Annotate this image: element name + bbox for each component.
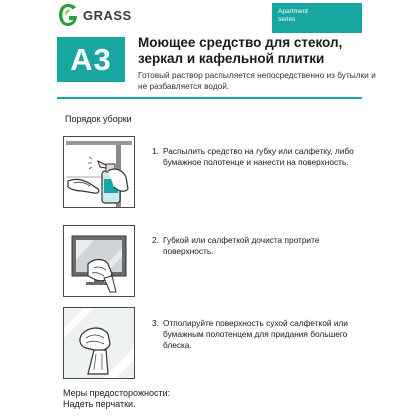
step-3-number: 3. xyxy=(152,318,159,328)
brand-name: GRASS xyxy=(83,7,132,23)
section-heading: Порядок уборки xyxy=(65,114,132,124)
page-title: Моющее средство для стекол, зеркал и кафельной плитки xyxy=(138,35,343,66)
step-3-text: Отполируйте поверхность сухой салфеткой или бумажным полотенцем для придания большего блеска. xyxy=(163,318,348,350)
wiping-screen-illustration xyxy=(64,226,134,296)
product-code-badge xyxy=(57,37,125,82)
step-2 xyxy=(152,235,367,257)
step-1-number: 1. xyxy=(152,146,159,156)
step-1-text: Распылить средство на губку или салфетку, либо бумажное полотенце и нанести на поверхность. xyxy=(163,146,354,167)
grass-logo-icon xyxy=(58,2,78,28)
precautions xyxy=(63,388,170,410)
step-1-illustration xyxy=(63,136,135,208)
step-2-illustration xyxy=(63,225,135,297)
header-divider xyxy=(57,97,362,99)
page-subtitle: Готовый раствор распыляется непосредственно из бутылки и не разбавляется водой. xyxy=(138,70,376,91)
product-code: А3 xyxy=(70,41,112,77)
step-2-number: 2. xyxy=(152,235,159,245)
step-3 xyxy=(152,318,367,351)
series-badge-line-1: Apartment xyxy=(278,8,308,15)
polishing-cloth-illustration xyxy=(64,308,134,378)
step-2-text: Губкой или салфеткой дочиста протрите поверхность. xyxy=(163,235,320,256)
spray-bottle-illustration xyxy=(64,137,134,207)
precautions-text: Надеть перчатки. xyxy=(63,399,136,409)
step-1 xyxy=(152,146,367,168)
series-badge-line-2: series xyxy=(278,16,296,23)
brand-logo xyxy=(58,2,132,28)
precautions-heading: Меры предосторожности: xyxy=(63,388,171,398)
series-badge xyxy=(272,3,362,33)
step-3-illustration xyxy=(63,307,135,379)
